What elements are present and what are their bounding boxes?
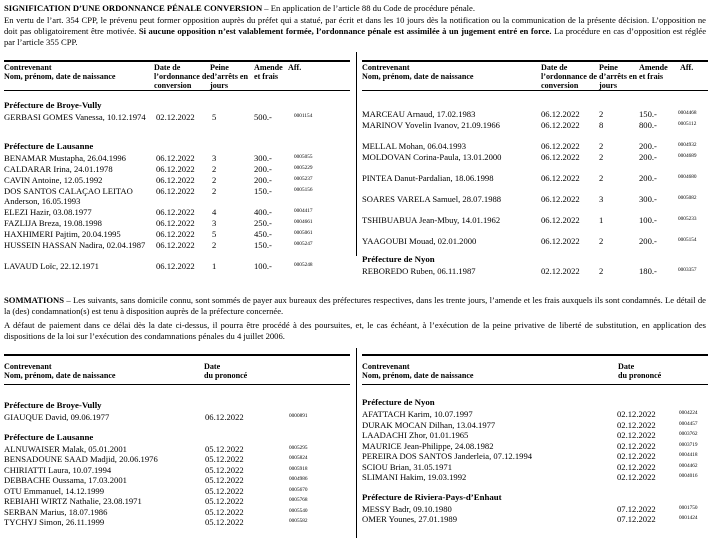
row-date: 06.12.2022 bbox=[541, 141, 580, 151]
table-row bbox=[362, 430, 708, 441]
table-row bbox=[362, 472, 708, 483]
header-name: Contrevenant Nom, prénom, date de naissance bbox=[4, 63, 116, 81]
row-amende: 450.- bbox=[254, 229, 272, 239]
table-row bbox=[362, 109, 708, 120]
row-aff: 0005768 bbox=[289, 497, 308, 503]
header-name: Contrevenant Nom, prénom, date de naissance bbox=[362, 63, 474, 81]
row-amende: 150.- bbox=[639, 109, 657, 119]
sommations-paragraph bbox=[4, 295, 706, 317]
row-date: 06.12.2022 bbox=[156, 229, 195, 239]
table-row bbox=[362, 120, 708, 131]
row-date: 05.12.2022 bbox=[205, 443, 244, 454]
row-aff: 0003762 bbox=[679, 431, 698, 437]
row-date: 06.12.2022 bbox=[541, 194, 580, 204]
row-date: 07.12.2022 bbox=[617, 503, 656, 514]
header-date: Date du prononcé bbox=[204, 362, 248, 380]
contrevenant-name: DURAK MOCAN Dilhan, 13.04.1977 bbox=[362, 419, 496, 430]
row-amende: 300.- bbox=[639, 194, 657, 204]
row-peine: 2 bbox=[599, 152, 604, 162]
table-row bbox=[4, 186, 350, 206]
contrevenant-name: ALNUWAISER Malak, 05.01.2001 bbox=[4, 443, 127, 454]
row-peine: 2 bbox=[599, 173, 604, 183]
contrevenant-name: DEBBACHE Oussama, 17.03.2001 bbox=[4, 475, 127, 485]
contrevenant-name: ELEZI Hazir, 03.08.1977 bbox=[4, 207, 92, 217]
contrevenant-name: PEREIRA DOS SANTOS Janderleia, 07.12.1994 bbox=[362, 451, 533, 461]
sommations-table-left bbox=[4, 354, 350, 538]
contrevenant-name: MARCEAU Arnaud, 17.02.1983 bbox=[362, 109, 476, 119]
row-amende: 200.- bbox=[254, 164, 272, 174]
section-title: Préfecture de Broye-Vully bbox=[4, 100, 102, 110]
row-aff: 0005055 bbox=[294, 154, 313, 160]
row-date: 06.12.2022 bbox=[541, 120, 580, 130]
table-row bbox=[362, 236, 708, 247]
contrevenant-name: HAXHIMERI Pajtim, 20.04.1995 bbox=[4, 229, 121, 239]
row-date: 05.12.2022 bbox=[205, 464, 244, 475]
row-date: 06.12.2022 bbox=[156, 175, 195, 185]
row-date: 06.12.2022 bbox=[541, 109, 580, 119]
contrevenant-name: REBOREDO Ruben, 06.11.1987 bbox=[362, 266, 476, 276]
table-row bbox=[4, 240, 350, 251]
row-date: 06.12.2022 bbox=[156, 186, 195, 196]
row-peine: 2 bbox=[212, 175, 217, 185]
row-date: 02.12.2022 bbox=[617, 451, 656, 461]
row-date: 06.12.2022 bbox=[156, 240, 195, 250]
row-date: 06.12.2022 bbox=[541, 236, 580, 246]
sommations-paragraph-2 bbox=[4, 320, 706, 342]
row-aff: 0001424 bbox=[679, 515, 698, 521]
column-divider bbox=[356, 348, 357, 538]
contrevenant-name: GERBASI GOMES Vanessa, 10.12.1974 bbox=[4, 112, 146, 122]
intro-bold: Si aucune opposition n’est valablement formée, l’ordonnance pénale est assimilée à un jugement entré en force. bbox=[138, 26, 552, 36]
contrevenant-name: LAVAUD Loïc, 22.12.1971 bbox=[4, 261, 99, 271]
row-amende: 200.- bbox=[639, 236, 657, 246]
intro-paragraph bbox=[4, 3, 706, 14]
table-rule bbox=[4, 60, 350, 62]
row-aff: 0004932 bbox=[678, 142, 697, 148]
contrevenant-name: SERBAN Marius, 18.07.1986 bbox=[4, 506, 108, 517]
contrevenant-name: FAZLIJA Breza, 19.08.1998 bbox=[4, 218, 102, 228]
row-date: 05.12.2022 bbox=[205, 506, 244, 517]
row-aff: 0003719 bbox=[679, 441, 698, 448]
row-aff: 0004661 bbox=[294, 219, 313, 225]
column-divider bbox=[356, 52, 357, 256]
sommations-table-right bbox=[362, 354, 708, 538]
header-peine: Peine d’arrêts en jours bbox=[210, 63, 248, 90]
contrevenant-name: BENAMAR Mustapha, 26.04.1996 bbox=[4, 153, 126, 163]
header-aff: Aff. bbox=[288, 63, 302, 72]
row-aff: 0005229 bbox=[294, 165, 313, 171]
intro-line1: En vertu de l’art. 354 CPP, le prévenu peut former opposition auprès du préfet qui a statué, par écrit et dans les 10 jours dès la notification ou la communication de la présente décision. L’opposition ne doit pas obligatoirement être motivée. bbox=[4, 15, 706, 36]
row-peine: 1 bbox=[212, 261, 217, 271]
table-rule bbox=[4, 354, 350, 356]
intro-title-rest: – En application de l’article 88 du Code de procédure pénale. bbox=[262, 3, 476, 13]
header-date: Date du prononcé bbox=[618, 362, 662, 380]
sommations-text2: A défaut de paiement dans ce délai dès la date ci-dessus, il pourra être procédé à des poursuites, et, le cas échéant, à l’exécution de la peine privative de liberté de substitution, en application des dispositions de la loi sur l’exécution des condamnations pénales du 4 juillet 2006. bbox=[4, 320, 706, 341]
row-date: 02.12.2022 bbox=[617, 440, 656, 451]
section-title: Préfecture de Nyon bbox=[362, 397, 435, 407]
contrevenant-name: MAURICE Jean-Philippe, 24.08.1982 bbox=[362, 440, 494, 451]
contrevenant-name: PINTEA Danut-Pardalian, 18.06.1998 bbox=[362, 173, 494, 183]
row-aff: 0001750 bbox=[679, 504, 698, 511]
section-title: Préfecture de Riviera-Pays-d’Enhaut bbox=[362, 491, 502, 502]
row-aff: 0005247 bbox=[294, 241, 313, 247]
contrevenant-name: MELLAL Mohan, 06.04.1993 bbox=[362, 141, 466, 151]
row-amende: 150.- bbox=[254, 240, 272, 250]
table-row bbox=[4, 261, 350, 272]
row-aff: 0005156 bbox=[294, 187, 313, 193]
table-row bbox=[362, 462, 708, 473]
row-aff: 0005295 bbox=[289, 444, 308, 451]
row-date: 06.12.2022 bbox=[156, 218, 195, 228]
row-aff: 0004462 bbox=[679, 462, 698, 469]
table-rule bbox=[362, 384, 708, 385]
table-rule bbox=[4, 384, 350, 385]
header-amende: Amende et frais bbox=[639, 63, 668, 81]
contrevenant-name: YAAGOUBI Mouad, 02.01.2000 bbox=[362, 236, 477, 246]
row-aff: 0004016 bbox=[679, 473, 698, 479]
table-row bbox=[362, 173, 708, 184]
row-amende: 200.- bbox=[254, 175, 272, 185]
row-peine: 2 bbox=[599, 109, 604, 119]
row-amende: 300.- bbox=[254, 153, 272, 163]
table-rule bbox=[362, 90, 708, 91]
row-aff: 0005824 bbox=[289, 455, 308, 461]
row-aff: 0004689 bbox=[678, 153, 697, 159]
row-aff: 0005082 bbox=[678, 195, 697, 201]
contrevenant-name: OMER Younes, 27.01.1989 bbox=[362, 514, 458, 524]
contrevenant-name: CALDARAR Irina, 24.01.1978 bbox=[4, 164, 113, 174]
row-amende: 200.- bbox=[639, 141, 657, 151]
row-aff: 0005237 bbox=[294, 176, 313, 182]
row-peine: 2 bbox=[599, 141, 604, 151]
row-date: 02.12.2022 bbox=[617, 409, 656, 419]
row-aff: 0005540 bbox=[289, 507, 308, 514]
intro-line2: La procédure en cas d’opposition est réglée par l’article 355 CPP. bbox=[4, 26, 707, 47]
contrevenant-name: GIAUQUE David, 09.06.1977 bbox=[4, 412, 110, 422]
row-date: 02.12.2022 bbox=[617, 430, 656, 440]
sommations-title: SOMMATIONS bbox=[4, 295, 65, 305]
row-aff: 0005112 bbox=[678, 121, 697, 127]
row-peine: 5 bbox=[212, 229, 217, 239]
contrevenant-name: LAADACHI Zhor, 01.01.1965 bbox=[362, 430, 469, 440]
row-aff: 0003357 bbox=[678, 267, 697, 273]
table-row bbox=[362, 420, 708, 431]
row-amende: 100.- bbox=[254, 261, 272, 271]
row-date: 07.12.2022 bbox=[617, 514, 656, 524]
header-amende: Amende et frais bbox=[254, 63, 283, 81]
contrevenant-name: BENSADOUNE SAAD Madjid, 20.06.1976 bbox=[4, 454, 158, 464]
contrevenant-name: TYCHYJ Simon, 26.11.1999 bbox=[4, 517, 105, 527]
table-row bbox=[362, 409, 708, 420]
section-title: Préfecture de Lausanne bbox=[4, 141, 94, 151]
row-aff: 0005670 bbox=[289, 486, 308, 493]
table-row bbox=[362, 514, 708, 525]
row-peine: 2 bbox=[599, 266, 604, 276]
table-rule bbox=[362, 60, 708, 62]
row-aff: 0004680 bbox=[678, 174, 697, 180]
contrevenant-name: TSHIBUABUA Jean-Mbuy, 14.01.1962 bbox=[362, 215, 501, 225]
row-amende: 250.- bbox=[254, 218, 272, 228]
row-date: 05.12.2022 bbox=[205, 517, 244, 527]
contrevenant-name: SOARES VARELA Samuel, 28.07.1988 bbox=[362, 194, 502, 204]
table-row bbox=[4, 112, 350, 123]
row-date: 05.12.2022 bbox=[205, 454, 244, 464]
row-amende: 200.- bbox=[639, 173, 657, 183]
contrevenant-name: AFATTACH Karim, 10.07.1997 bbox=[362, 409, 473, 419]
row-peine: 1 bbox=[599, 215, 604, 225]
row-date: 02.12.2022 bbox=[617, 461, 656, 472]
row-aff: 0005918 bbox=[289, 465, 308, 472]
row-date: 05.12.2022 bbox=[205, 496, 244, 506]
section-title: Préfecture de Lausanne bbox=[4, 431, 94, 442]
row-peine: 2 bbox=[212, 240, 217, 250]
header-date: Date de l’ordonnance de conversion bbox=[154, 63, 210, 90]
conversion-table-right bbox=[362, 60, 708, 276]
table-row bbox=[362, 141, 708, 152]
row-date: 02.12.2022 bbox=[617, 419, 656, 430]
row-aff: 0000891 bbox=[289, 413, 308, 419]
row-date: 06.12.2022 bbox=[541, 173, 580, 183]
contrevenant-name: CHIRIATTI Laura, 10.07.1994 bbox=[4, 464, 112, 475]
contrevenant-name: DOS SANTOS CALAÇAO LEITAO Anderson, 16.05.1993 bbox=[4, 186, 133, 206]
contrevenant-name: CAVIN Antoine, 12.05.1992 bbox=[4, 175, 103, 185]
row-peine: 3 bbox=[212, 218, 217, 228]
row-date: 05.12.2022 bbox=[205, 475, 244, 485]
row-aff: 0004418 bbox=[679, 452, 698, 458]
row-aff: 0005154 bbox=[678, 237, 697, 243]
table-row bbox=[362, 266, 708, 277]
row-amende: 150.- bbox=[254, 186, 272, 196]
row-date: 02.12.2022 bbox=[617, 472, 656, 482]
row-peine: 4 bbox=[212, 207, 217, 217]
header-peine: Peine d’arrêts en jours bbox=[599, 63, 637, 90]
row-aff: 0005233 bbox=[678, 216, 697, 222]
row-peine: 2 bbox=[212, 164, 217, 174]
row-amende: 400.- bbox=[254, 207, 272, 217]
conversion-table-left bbox=[4, 60, 350, 270]
header-name: Contrevenant Nom, prénom, date de naissance bbox=[4, 362, 116, 380]
header-date: Date de l’ordonnance de conversion bbox=[541, 63, 597, 90]
row-peine: 2 bbox=[212, 186, 217, 196]
table-row bbox=[362, 504, 708, 515]
row-aff: 0005248 bbox=[294, 262, 313, 268]
row-date: 06.12.2022 bbox=[156, 153, 195, 163]
row-peine: 3 bbox=[599, 194, 604, 204]
table-rule bbox=[4, 90, 350, 91]
contrevenant-name: MESSY Badr, 09.10.1980 bbox=[362, 503, 452, 514]
table-rule bbox=[362, 354, 708, 356]
row-aff: 0004224 bbox=[679, 410, 698, 416]
row-amende: 500.- bbox=[254, 112, 272, 122]
table-row bbox=[362, 441, 708, 452]
row-amende: 200.- bbox=[639, 152, 657, 162]
table-row bbox=[4, 412, 350, 423]
header-name: Contrevenant Nom, prénom, date de naissance bbox=[362, 362, 474, 380]
row-date: 06.12.2022 bbox=[205, 412, 244, 422]
contrevenant-name: HUSSEIN HASSAN Nadira, 02.04.1987 bbox=[4, 240, 146, 250]
sommations-text1: – Les suivants, sans domicile connu, sont sommés de payer aux bureaux des préfectures respectives, dans les trente jours, l’amende et les frais auxquels ils sont condamnés. Le détail de la (des) condamnation(s) est tenu à disposition auprès de la préfecture concernée. bbox=[4, 295, 706, 316]
table-row bbox=[362, 451, 708, 462]
row-date: 06.12.2022 bbox=[156, 207, 195, 217]
row-date: 06.12.2022 bbox=[541, 215, 580, 225]
row-amende: 800.- bbox=[639, 120, 657, 130]
row-aff: 0004986 bbox=[289, 476, 308, 482]
row-aff: 0004457 bbox=[679, 420, 698, 427]
row-date: 02.12.2022 bbox=[156, 112, 195, 122]
intro-title: SIGNIFICATION D’UNE ORDONNANCE PÉNALE CONVERSION bbox=[4, 3, 263, 13]
contrevenant-name: MOLDOVAN Corina-Paula, 13.01.2000 bbox=[362, 152, 502, 162]
section-title: Préfecture de Broye-Vully bbox=[4, 400, 102, 410]
header-aff: Aff. bbox=[680, 63, 694, 72]
row-peine: 8 bbox=[599, 120, 604, 130]
row-aff: 0004417 bbox=[294, 208, 313, 214]
row-aff: 0005061 bbox=[294, 230, 313, 236]
contrevenant-name: SLIMANI Hakim, 19.03.1992 bbox=[362, 472, 467, 482]
table-row bbox=[362, 215, 708, 226]
section-title: Préfecture de Nyon bbox=[362, 254, 435, 264]
row-amende: 100.- bbox=[639, 215, 657, 225]
intro-body bbox=[4, 15, 706, 48]
table-row bbox=[362, 194, 708, 205]
row-aff: 0005582 bbox=[289, 518, 308, 524]
table-row bbox=[362, 152, 708, 163]
row-aff: 0001154 bbox=[294, 113, 313, 119]
row-aff: 0004468 bbox=[678, 110, 697, 116]
row-date: 05.12.2022 bbox=[205, 485, 244, 496]
row-date: 06.12.2022 bbox=[156, 261, 195, 271]
row-date: 06.12.2022 bbox=[156, 164, 195, 174]
contrevenant-name: REBIAHI WIRTZ Nathalie, 23.08.1971 bbox=[4, 496, 142, 506]
contrevenant-name: OTU Emmanuel, 14.12.1999 bbox=[4, 485, 105, 496]
row-date: 02.12.2022 bbox=[541, 266, 580, 276]
table-row bbox=[4, 517, 350, 528]
row-amende: 180.- bbox=[639, 266, 657, 276]
contrevenant-name: SCIOU Brian, 31.05.1971 bbox=[362, 461, 452, 472]
row-peine: 2 bbox=[599, 236, 604, 246]
contrevenant-name: MARINOV Yovelin Ivanov, 21.09.1966 bbox=[362, 120, 500, 130]
row-peine: 3 bbox=[212, 153, 217, 163]
row-date: 06.12.2022 bbox=[541, 152, 580, 162]
row-peine: 5 bbox=[212, 112, 217, 122]
